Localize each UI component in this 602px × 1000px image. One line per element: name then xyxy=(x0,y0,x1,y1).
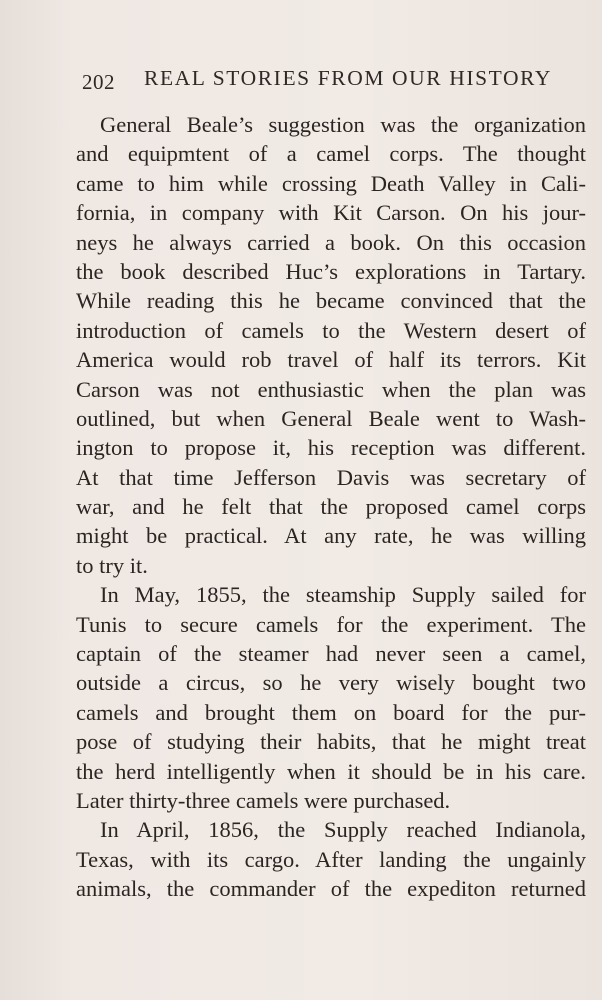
text-line: Later thirty-three camels were purchased. xyxy=(76,787,451,813)
page-header xyxy=(82,66,558,98)
running-title: REAL STORIES FROM OUR HISTORY xyxy=(144,66,552,90)
text-line: came to him while crossing Death Valley in Cali- xyxy=(76,170,586,196)
text-line: and equipmtent of a camel corps. The thought xyxy=(76,141,586,167)
text-line: outlined, but when General Beale went to Wash- xyxy=(76,405,586,431)
body-text xyxy=(76,110,586,904)
text-line: pose of studying their habits, that he might treat xyxy=(76,729,586,755)
text-line: At that time Jefferson Davis was secretary of xyxy=(76,464,586,490)
text-line: Texas, with its cargo. After landing the ungainly xyxy=(76,846,586,872)
text-line: war, and he felt that the proposed camel corps xyxy=(76,494,586,520)
text-line: the herd intelligently when it should be in his care. xyxy=(76,758,586,784)
text-line: General Beale’s suggestion was the organization xyxy=(100,112,586,137)
text-line: While reading this he became convinced that the xyxy=(76,288,586,314)
text-line: In April, 1856, the Supply reached Indianola, xyxy=(100,817,586,843)
page-number: 202 xyxy=(82,70,115,94)
text-line: animals, the commander of the expediton returned xyxy=(76,876,586,902)
text-line: captain of the steamer had never seen a camel, xyxy=(76,641,586,667)
text-line: outside a circus, so he very wisely bought two xyxy=(76,670,586,696)
text-line: Carson was not enthusiastic when the plan was xyxy=(76,376,586,402)
text-line: camels and brought them on board for the pur- xyxy=(76,699,586,725)
text-line: Tunis to secure camels for the experiment. The xyxy=(76,611,586,637)
text-line: the book described Huc’s explorations in Tartary. xyxy=(76,258,586,284)
text-line: In May, 1855, the steamship Supply sailed for xyxy=(100,582,586,608)
text-line: America would rob travel of half its terrors. Kit xyxy=(76,347,586,373)
text-line: might be practical. At any rate, he was willing xyxy=(76,523,586,549)
text-line: ington to propose it, his reception was different. xyxy=(76,435,586,461)
text-line: to try it. xyxy=(76,552,148,578)
text-line: introduction of camels to the Western desert of xyxy=(76,317,586,343)
text-line: fornia, in company with Kit Carson. On his jour- xyxy=(76,200,586,226)
text-line: neys he always carried a book. On this occasion xyxy=(76,229,586,255)
